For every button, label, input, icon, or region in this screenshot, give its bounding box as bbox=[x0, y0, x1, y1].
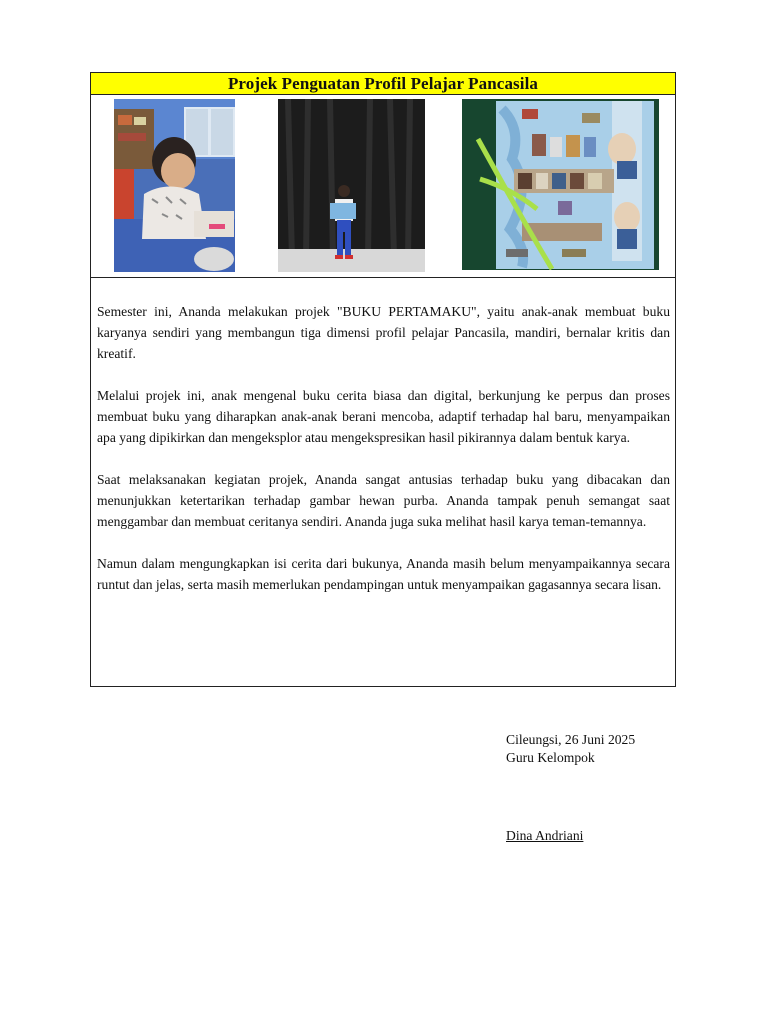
report-box bbox=[90, 72, 676, 687]
report-title: Projek Penguatan Profil Pelajar Pancasila bbox=[91, 73, 675, 95]
narrative-paragraph-2: Melalui projek ini, anak mengenal buku cerita biasa dan digital, berkunjung ke perpus dan proses membuat buku yang diharapkan anak-anak berani mencoba, adaptif terhadap hal baru, menyampaikan apa yang dipikirkan dan mengeksplor atau mengekspresikan hasil pikirannya dalam bentuk karya. bbox=[97, 388, 670, 445]
narrative-paragraph-4: Namun dalam mengungkapkan isi cerita dari bukunya, Ananda masih belum menyampaikannya secara runtut dan jelas, serta masih memerlukan pendampingan untuk menyampaikan gagasannya secara lisan. bbox=[97, 556, 670, 592]
place-date: Cileungsi, 26 Juni 2025 bbox=[506, 732, 636, 747]
narrative-section bbox=[97, 301, 670, 595]
photo-row bbox=[91, 95, 675, 278]
narrative-paragraph-3: Saat melaksanakan kegiatan projek, Ananda sangat antusias terhadap buku yang dibacakan dan menunjukkan ketertarikan terhadap gambar hewan purba. Ananda tampak penuh semangat saat menggambar dan membuat ceritanya sendiri. Ananda juga suka melihat hasil karya teman-temannya. bbox=[97, 472, 670, 529]
narrative-paragraph-1: Semester ini, Ananda melakukan projek "BUKU PERTAMAKU", yaitu anak-anak membuat buku karyanya sendiri yang membangun tiga dimensi profil pelajar Pancasila, mandiri, bernalar kritis dan kreatif. bbox=[97, 304, 670, 361]
signer-role: Guru Kelompok bbox=[506, 750, 595, 765]
photo-book-cover bbox=[462, 99, 659, 270]
signer-name: Dina Andriani bbox=[506, 828, 584, 843]
photo-child-with-book bbox=[278, 99, 425, 272]
photo-child-drawing bbox=[114, 99, 235, 272]
signature-block bbox=[506, 731, 635, 767]
